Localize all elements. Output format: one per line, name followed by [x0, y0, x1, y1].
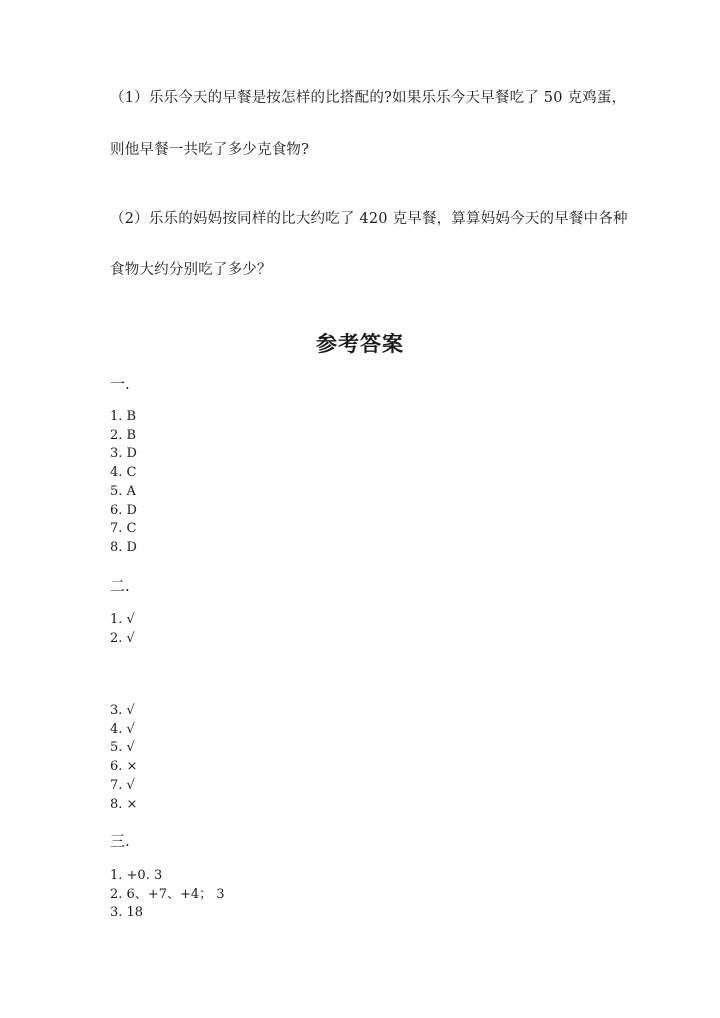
answer-item: 1. √: [110, 612, 135, 627]
section-3-heading: 三.: [110, 832, 130, 850]
question-2-line-1: （2）乐乐的妈妈按同样的比大约吃了 420 克早餐，算算妈妈今天的早餐中各种: [110, 211, 628, 227]
answer-item: 8. D: [110, 539, 137, 555]
question-1-line-2: 则他早餐一共吃了多少克食物?: [110, 142, 310, 158]
answer-item: 1. B: [110, 409, 137, 424]
section-2-answer-list-a: [110, 611, 135, 648]
answer-item: 2. 6、+7、+4； 3: [110, 886, 225, 902]
answer-item: 3. √: [110, 703, 135, 718]
section-3-answer-list: [110, 867, 225, 923]
question-2-line-2: 食物大约分别吃了多少？: [110, 262, 272, 278]
section-2-heading: 二.: [110, 577, 130, 595]
answer-item: 5. √: [110, 740, 135, 756]
answer-item: 2. √: [110, 630, 135, 646]
answer-item: 6. D: [110, 502, 137, 518]
answer-item: 3. 18: [110, 905, 144, 921]
section-2-answer-list-b: [110, 702, 137, 814]
question-1-line-1: （1）乐乐今天的早餐是按怎样的比搭配的?如果乐乐今天早餐吃了 50 克鸡蛋，: [110, 90, 627, 106]
answer-item: 5. A: [110, 483, 136, 499]
answer-item: 8. ×: [110, 796, 138, 812]
answer-item: 6. ×: [110, 759, 138, 775]
answer-item: 7. C: [110, 521, 137, 537]
answer-key-title: 参考答案: [316, 332, 404, 356]
answer-item: 4. C: [110, 465, 137, 481]
answer-item: 2. B: [110, 427, 137, 443]
section-1-answer-list: [110, 408, 137, 558]
section-1-heading: 一.: [110, 375, 130, 393]
answer-item: 3. D: [110, 446, 137, 462]
answer-item: 7. √: [110, 777, 135, 793]
answer-item: 1. +0. 3: [110, 868, 163, 883]
answer-item: 4. √: [110, 721, 135, 737]
